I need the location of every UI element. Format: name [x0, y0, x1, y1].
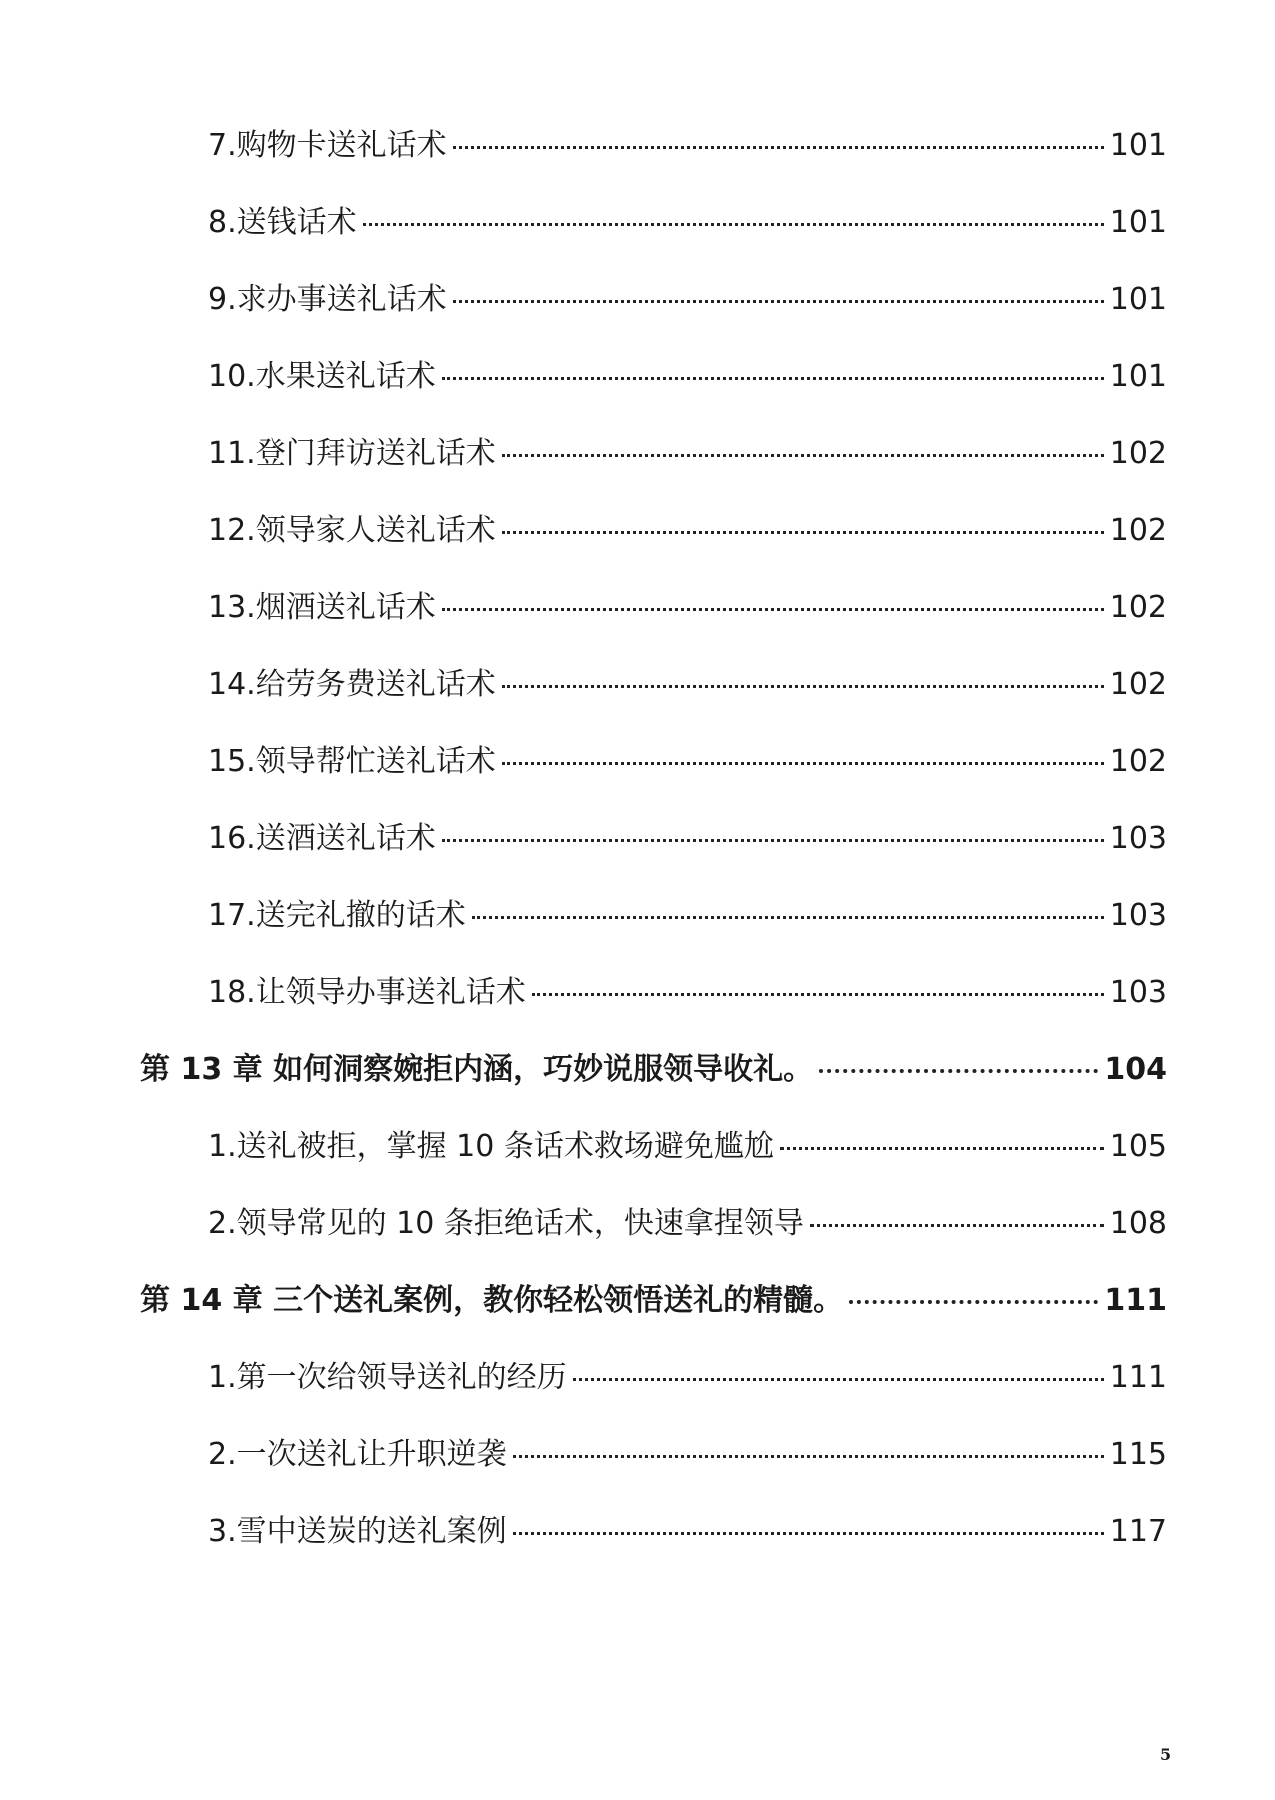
- toc-entry-title: 16.送酒送礼话术: [208, 821, 436, 856]
- toc-entry-title: 1.送礼被拒，掌握 10 条话术救场避免尴尬: [208, 1129, 774, 1164]
- dot-leader: [442, 377, 1104, 380]
- toc-entry[interactable]: [208, 659, 1167, 707]
- dot-leader: [810, 1224, 1104, 1227]
- toc-entry-page: 117: [1109, 1514, 1167, 1549]
- toc-entry[interactable]: [208, 197, 1167, 245]
- toc-entry-title: 11.登门拜访送礼话术: [208, 436, 496, 471]
- toc-entry-title: 1.第一次给领导送礼的经历: [208, 1360, 567, 1395]
- toc-entry[interactable]: [208, 428, 1167, 476]
- dot-leader: [442, 839, 1104, 842]
- toc-entry-title: 8.送钱话术: [208, 205, 357, 240]
- toc-entry-title: 15.领导帮忙送礼话术: [208, 744, 496, 779]
- toc-entry-page: 102: [1109, 436, 1167, 471]
- toc-entry[interactable]: [208, 1198, 1167, 1246]
- toc-chapter-entry[interactable]: [140, 1275, 1167, 1323]
- dot-leader: [502, 685, 1104, 688]
- toc-entry-title: 18.让领导办事送礼话术: [208, 975, 526, 1010]
- page-number: 5: [1160, 1745, 1172, 1764]
- toc-entry-page: 101: [1109, 128, 1167, 163]
- toc-entry-page: 102: [1109, 590, 1167, 625]
- dot-leader: [513, 1455, 1104, 1458]
- toc-entry-title: 12.领导家人送礼话术: [208, 513, 496, 548]
- toc-entry-page: 115: [1109, 1437, 1167, 1472]
- toc-entry[interactable]: [208, 582, 1167, 630]
- dot-leader: [849, 1300, 1098, 1304]
- dot-leader: [513, 1532, 1104, 1535]
- toc-entry-page: 102: [1109, 513, 1167, 548]
- toc-entry-title: 14.给劳务费送礼话术: [208, 667, 496, 702]
- dot-leader: [472, 916, 1104, 919]
- toc-chapter-title: 第 13 章 如何洞察婉拒内涵，巧妙说服领导收礼。: [140, 1052, 814, 1087]
- toc-entry-title: 2.领导常见的 10 条拒绝话术，快速拿捏领导: [208, 1206, 804, 1241]
- toc-entry[interactable]: [208, 1429, 1167, 1477]
- toc-entry[interactable]: [208, 813, 1167, 861]
- toc-entry-page: 103: [1109, 898, 1167, 933]
- toc-entry-page: 101: [1109, 282, 1167, 317]
- toc-entry[interactable]: [208, 505, 1167, 553]
- dot-leader: [442, 608, 1104, 611]
- toc-chapter-title: 第 14 章 三个送礼案例，教你轻松领悟送礼的精髓。: [140, 1283, 844, 1318]
- dot-leader: [532, 993, 1104, 996]
- toc-entry-page: 101: [1109, 359, 1167, 394]
- toc-entry[interactable]: [208, 890, 1167, 938]
- dot-leader: [502, 762, 1104, 765]
- toc-chapter-page: 111: [1104, 1283, 1167, 1318]
- toc-chapter-page: 104: [1104, 1052, 1167, 1087]
- dot-leader: [363, 223, 1104, 226]
- toc-entry-page: 103: [1109, 821, 1167, 856]
- toc-entry-title: 2.一次送礼让升职逆袭: [208, 1437, 507, 1472]
- dot-leader: [453, 146, 1104, 149]
- dot-leader: [819, 1069, 1098, 1073]
- toc-entry[interactable]: [208, 1121, 1167, 1169]
- toc-entry[interactable]: [208, 967, 1167, 1015]
- toc-entry-title: 7.购物卡送礼话术: [208, 128, 447, 163]
- toc-entry-title: 17.送完礼撤的话术: [208, 898, 466, 933]
- toc-entry-page: 111: [1109, 1360, 1167, 1395]
- dot-leader: [502, 531, 1104, 534]
- toc-chapter-entry[interactable]: [140, 1044, 1167, 1092]
- toc-entry-page: 102: [1109, 667, 1167, 702]
- dot-leader: [780, 1147, 1104, 1150]
- toc-entry-page: 105: [1109, 1129, 1167, 1164]
- dot-leader: [453, 300, 1104, 303]
- dot-leader: [573, 1378, 1104, 1381]
- toc-entry-title: 10.水果送礼话术: [208, 359, 436, 394]
- toc-entry[interactable]: [208, 120, 1167, 168]
- toc-entry-page: 103: [1109, 975, 1167, 1010]
- toc-entry-title: 13.烟酒送礼话术: [208, 590, 436, 625]
- toc-entry-title: 9.求办事送礼话术: [208, 282, 447, 317]
- toc-entry-title: 3.雪中送炭的送礼案例: [208, 1514, 507, 1549]
- toc-entry-page: 102: [1109, 744, 1167, 779]
- toc-entry[interactable]: [208, 1352, 1167, 1400]
- toc-entry[interactable]: [208, 736, 1167, 784]
- toc-entry[interactable]: [208, 1506, 1167, 1554]
- toc-entry-page: 108: [1109, 1206, 1167, 1241]
- toc-entry[interactable]: [208, 351, 1167, 399]
- dot-leader: [502, 454, 1104, 457]
- toc-entry-page: 101: [1109, 205, 1167, 240]
- toc-entry[interactable]: [208, 274, 1167, 322]
